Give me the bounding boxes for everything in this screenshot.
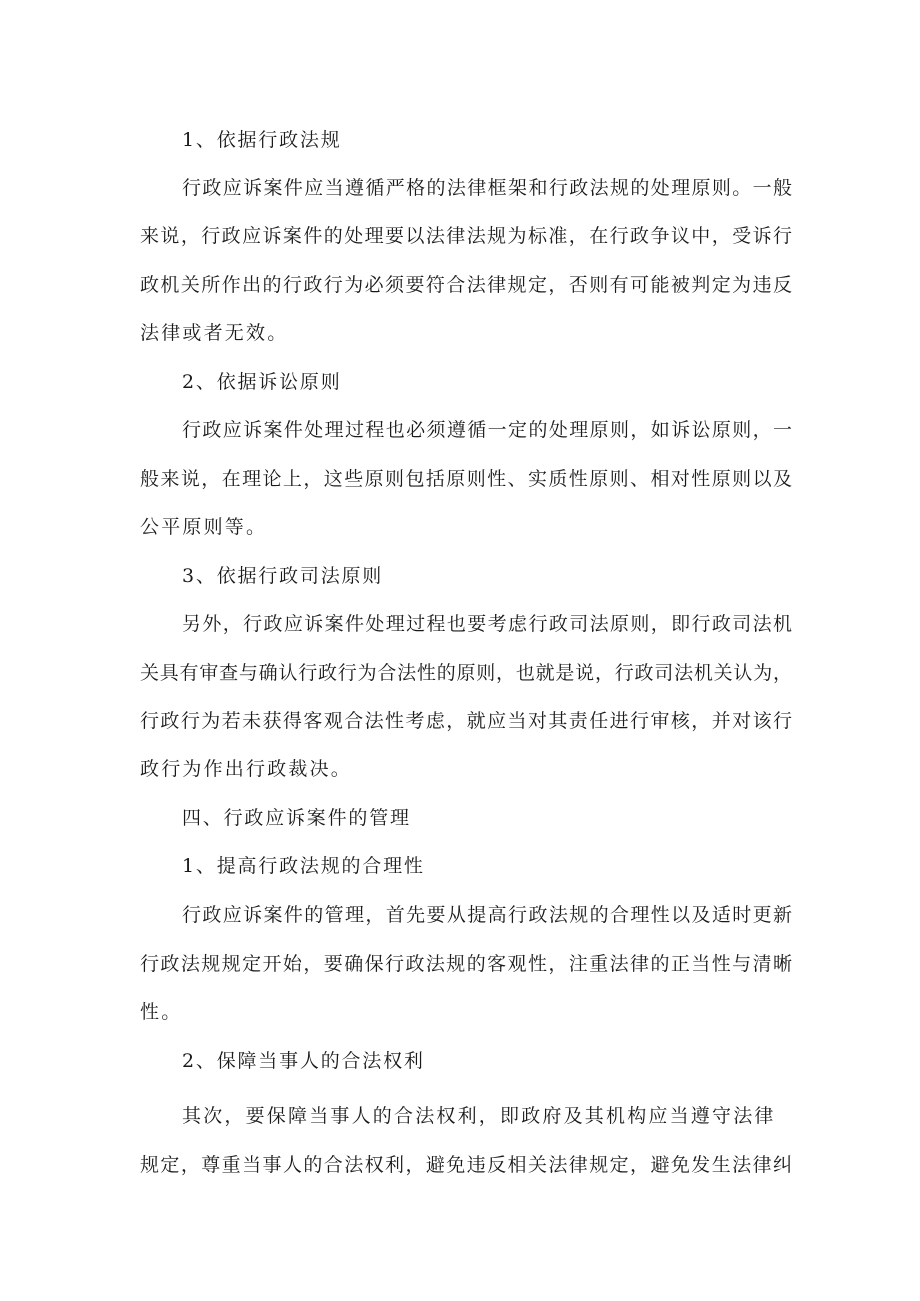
section-heading: 2、依据诉讼原则 — [182, 371, 342, 393]
paragraph-line: 其次，要保障当事人的合法权利，即政府及其机构应当遵守法律 — [182, 1105, 776, 1127]
chapter-heading: 四、行政应诉案件的管理 — [182, 807, 411, 829]
paragraph-line: 般来说，在理论上，这些原则包括原则性、实质性原则、相对性原则以及 — [140, 468, 792, 490]
paragraph-line: 政行为作出行政裁决。 — [140, 758, 353, 780]
paragraph-line: 行政应诉案件处理过程也必须遵循一定的处理原则，如诉讼原则，一 — [182, 419, 792, 441]
section-heading: 2、保障当事人的合法权利 — [182, 1050, 425, 1072]
section-heading: 3、依据行政司法原则 — [182, 565, 384, 587]
paragraph-line: 政机关所作出的行政行为必须要符合法律规定，否则有可能被判定为违反 — [140, 274, 792, 296]
paragraph-line: 行政行为若未获得客观合法性考虑，就应当对其责任进行审核，并对该行 — [140, 710, 792, 732]
section-heading: 1、依据行政法规 — [182, 129, 342, 151]
paragraph-line: 关具有审查与确认行政行为合法性的原则，也就是说，行政司法机关认为， — [140, 662, 792, 684]
paragraph-line: 行政应诉案件应当遵循严格的法律框架和行政法规的处理原则。一般 — [182, 177, 792, 199]
paragraph-line: 来说，行政应诉案件的处理要以法律法规为标准，在行政争议中，受诉行 — [140, 225, 792, 247]
section-heading: 1、提高行政法规的合理性 — [182, 855, 425, 877]
paragraph-line: 行政法规规定开始，要确保行政法规的客观性，注重法律的正当性与清晰 — [140, 953, 792, 975]
paragraph-line: 法律或者无效。 — [140, 322, 289, 344]
paragraph-line: 另外，行政应诉案件处理过程也要考虑行政司法原则，即行政司法机 — [182, 613, 792, 635]
paragraph-line: 公平原则等。 — [140, 516, 268, 538]
paragraph-line: 性。 — [140, 1001, 183, 1023]
paragraph-line: 规定，尊重当事人的合法权利，避免违反相关法律规定，避免发生法律纠 — [140, 1154, 792, 1176]
paragraph-line: 行政应诉案件的管理，首先要从提高行政法规的合理性以及适时更新 — [182, 904, 792, 926]
